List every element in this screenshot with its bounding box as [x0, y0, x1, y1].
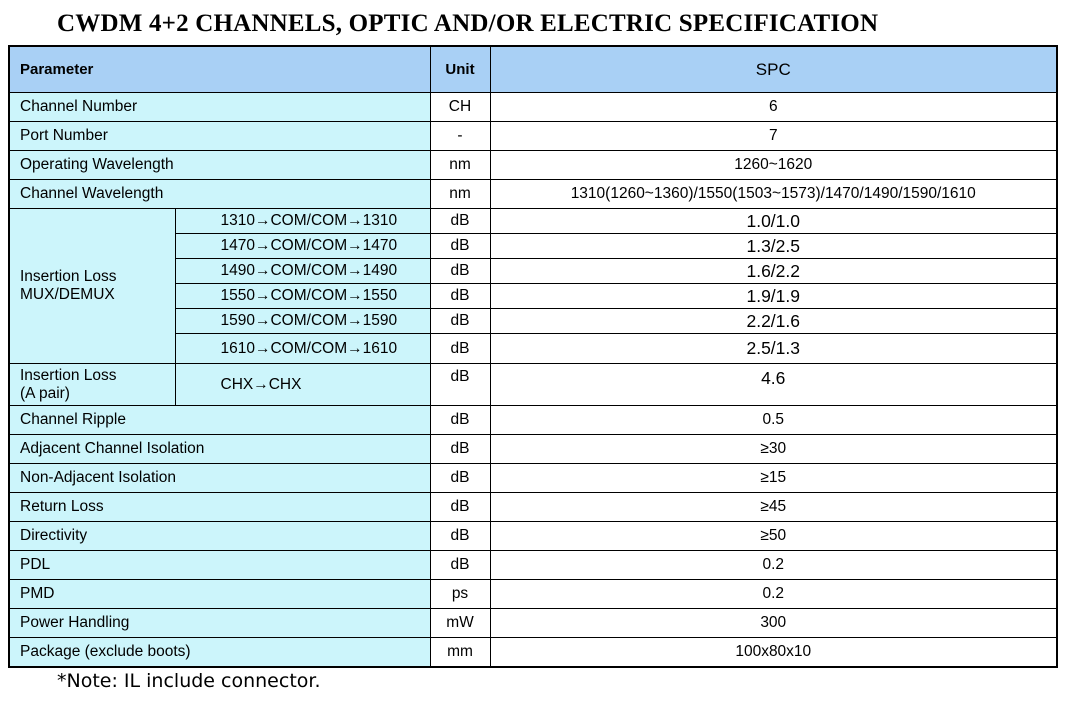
unit-cell: dB	[430, 493, 490, 522]
unit-cell: nm	[430, 151, 490, 180]
param-label: Port Number	[9, 122, 430, 151]
table-row	[9, 580, 1057, 609]
unit-cell: dB	[430, 464, 490, 493]
value-cell: 6	[490, 93, 1057, 122]
insertion-loss-label-line1: Insertion Loss	[20, 268, 117, 285]
path-cell: CHX→CHX	[175, 364, 430, 406]
unit-cell: nm	[430, 180, 490, 209]
insertion-loss-pair-label-line1: Insertion Loss	[20, 366, 117, 384]
path-cell: 1610→COM/COM→1610	[175, 334, 430, 364]
insertion-loss-label	[9, 209, 175, 364]
insertion-loss-pair-label	[9, 364, 175, 406]
value-cell: 1310(1260~1360)/1550(1503~1573)/1470/1490/1590/1610	[490, 180, 1057, 209]
table-row	[9, 493, 1057, 522]
unit-cell: mm	[430, 638, 490, 667]
path-cell: 1310→COM/COM→1310	[175, 209, 430, 234]
param-label: Operating Wavelength	[9, 151, 430, 180]
unit-cell: dB	[430, 364, 490, 406]
table-row	[9, 522, 1057, 551]
unit-cell: dB	[430, 259, 490, 284]
value-cell: 2.5/1.3	[490, 334, 1057, 364]
param-label: Power Handling	[9, 609, 430, 638]
unit-cell: dB	[430, 435, 490, 464]
header-parameter: Parameter	[9, 46, 430, 93]
unit-cell: dB	[430, 209, 490, 234]
table-row	[9, 151, 1057, 180]
param-label: Directivity	[9, 522, 430, 551]
unit-cell: dB	[430, 334, 490, 364]
insertion-loss-label-line2: MUX/DEMUX	[20, 286, 115, 303]
value-cell: 1.0/1.0	[490, 209, 1057, 234]
path-cell: 1490→COM/COM→1490	[175, 259, 430, 284]
param-label: Adjacent Channel Isolation	[9, 435, 430, 464]
value-cell: 1260~1620	[490, 151, 1057, 180]
param-label: Channel Number	[9, 93, 430, 122]
value-cell: 0.5	[490, 406, 1057, 435]
table-row	[9, 638, 1057, 667]
value-cell: ≥15	[490, 464, 1057, 493]
footnote: *Note: IL include connector.	[57, 670, 321, 692]
path-cell: 1550→COM/COM→1550	[175, 284, 430, 309]
unit-cell: CH	[430, 93, 490, 122]
table-row	[9, 609, 1057, 638]
value-cell: 7	[490, 122, 1057, 151]
unit-cell: -	[430, 122, 490, 151]
path-cell: 1470→COM/COM→1470	[175, 234, 430, 259]
param-label: Non-Adjacent Isolation	[9, 464, 430, 493]
table-row	[9, 406, 1057, 435]
value-cell: ≥45	[490, 493, 1057, 522]
header-row	[9, 46, 1057, 93]
value-cell: ≥50	[490, 522, 1057, 551]
param-label: PDL	[9, 551, 430, 580]
unit-cell: ps	[430, 580, 490, 609]
table-row	[9, 122, 1057, 151]
param-label: Package (exclude boots)	[9, 638, 430, 667]
table-row	[9, 93, 1057, 122]
value-cell: 100x80x10	[490, 638, 1057, 667]
param-label: Return Loss	[9, 493, 430, 522]
table-row	[9, 551, 1057, 580]
insertion-loss-pair-label-line2: (A pair)	[20, 384, 70, 402]
value-cell: 4.6	[490, 364, 1057, 406]
table-row	[9, 364, 1057, 406]
table-row	[9, 464, 1057, 493]
unit-cell: dB	[430, 284, 490, 309]
unit-cell: dB	[430, 234, 490, 259]
page-title: CWDM 4+2 CHANNELS, OPTIC AND/OR ELECTRIC SPECIFICATION	[57, 10, 879, 37]
value-cell: 0.2	[490, 551, 1057, 580]
header-unit: Unit	[430, 46, 490, 93]
spec-table	[8, 45, 1058, 668]
unit-cell: dB	[430, 522, 490, 551]
param-label: Channel Ripple	[9, 406, 430, 435]
path-cell: 1590→COM/COM→1590	[175, 309, 430, 334]
param-label: PMD	[9, 580, 430, 609]
header-spc: SPC	[490, 46, 1057, 93]
value-cell: 1.3/2.5	[490, 234, 1057, 259]
unit-cell: mW	[430, 609, 490, 638]
value-cell: 300	[490, 609, 1057, 638]
value-cell: 1.9/1.9	[490, 284, 1057, 309]
value-cell: ≥30	[490, 435, 1057, 464]
value-cell: 0.2	[490, 580, 1057, 609]
table-row	[9, 209, 1057, 234]
value-cell: 2.2/1.6	[490, 309, 1057, 334]
unit-cell: dB	[430, 551, 490, 580]
table-row	[9, 180, 1057, 209]
unit-cell: dB	[430, 309, 490, 334]
table-row	[9, 435, 1057, 464]
value-cell: 1.6/2.2	[490, 259, 1057, 284]
unit-cell: dB	[430, 406, 490, 435]
param-label: Channel Wavelength	[9, 180, 430, 209]
